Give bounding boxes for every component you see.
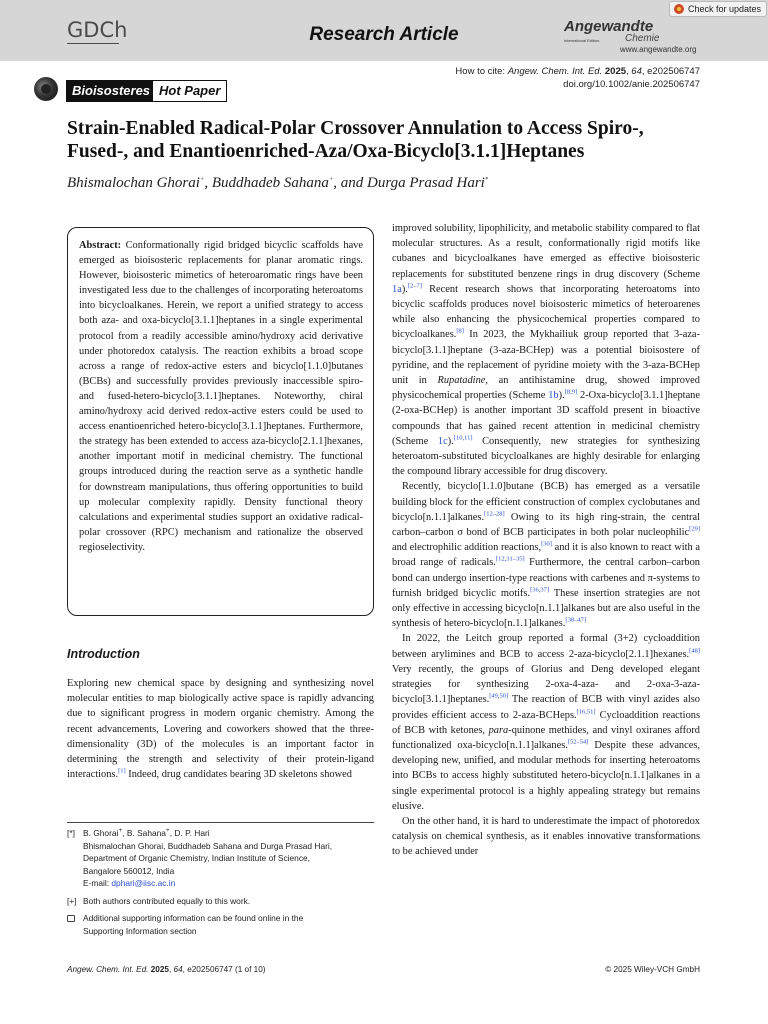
reference-link[interactable]: [38–47] xyxy=(565,616,587,624)
journal-logo[interactable]: Angewandte xyxy=(564,18,654,35)
reference-link[interactable]: [2–7] xyxy=(407,282,422,290)
right-column xyxy=(392,221,700,860)
citation-block xyxy=(455,65,700,91)
reference-link[interactable]: [36,37] xyxy=(530,586,550,594)
footer-copyright: © 2025 Wiley-VCH GmbH xyxy=(605,965,700,974)
supporting-info-icon xyxy=(67,915,75,922)
author-list: Bhismalochan Ghorai+, Buddhadeb Sahana+, and Durga Prasad Hari* xyxy=(67,175,489,191)
email-link[interactable]: dphari@iisc.ac.in xyxy=(111,878,176,889)
author-name[interactable]: Bhismalochan Ghorai xyxy=(67,175,200,191)
body-paragraph: In 2022, the Leitch group reported a formal (3+2) cycloaddition between arylimines and BCB to access 2-aza-bicyclo[2.1.1]hexanes.[48] Very recently, the groups of Glorius and Deng developed elegant strategies for synthesizing 2-oxa-4-aza- and 2-oxa-3-aza-bicyclo[3.1.1]heptanes.[49,50] The reaction of BCB with vinyl azides also provides efficient access to 2-aza-BCHeps.[16,51] Cycloaddition reactions of BCB with ketones, para-quinone methides, and vinyl oxiranes afford functionalized oxa-bicyclo[n.1.1]alkanes.[52–54] Despite these advances, developing new, unified, and modular methods for inserting heteroatoms into BCBs to access highly substituted hetero-bicyclo[n.1.1]alkanes in a single experimental protocol is a highly appealing strategy but remains elusive. xyxy=(392,633,701,812)
abstract-label: Abstract: xyxy=(79,240,122,251)
body-paragraph: improved solubility, lipophilicity, and metabolic stability compared to flat molecular structures. As a result, conformationally rigid motifs like cubanes and bicycloalkanes have emerged as effective bioisosteric replacements for substituted benzene rings in drug discovery (Scheme 1a).[2–7] Recent research shows that incorporating heteroatoms into bicyclic scaffolds produces novel bioisosteric mimetics of heteroarenes while also enhancing the physicochemical properties compared to bicycloalkanes.[8] In 2023, the Mykhailiuk group reported that 3-aza-bicyclo[3.1.1]heptane (3-aza-BCHep) was a potential bioisostere of pyridine, and the replacement of pyridine moiety with the 3-aza-BCHep unit in Rupatadine, an antihistamine drug, showed improved physicochemical properties (Scheme 1b).[8,9] 2-Oxa-bicyclo[3.1.1]heptane (2-oxa-BCHep) is another important 3D scaffold present in bioactive compounds that has gained recent attention in medicinal chemistry (Scheme 1c).[10,11] Consequently, new strategies for synthesizing heteroatom-substituted bicycloalkanes are highly desirable for enlarging the compound library accessible for drug discovery. xyxy=(392,223,701,478)
reference-link[interactable]: [12,31–35] xyxy=(495,556,525,563)
body-paragraph: Recently, bicyclo[1.1.0]butane (BCB) has emerged as a versatile building block for the efficient construction of complex cyclobutanes and bicyclo[n.1.1]alkanes.[12–28] Owing to its high ring-strain, the central carbon–carbon σ bond of BCB participates in both polar nucleophilic[29] and electrophilic addition reactions,[30] and it is also known to react with a broad range of radicals.[12,31–35] Furthermore, the central carbon–carbon bond can undergo insertion-type reactions with carbenes and π-systems to furnish bridged bicyclic motifs.[36,37] These insertion strategies are not only effective in accessing bicyclo[n.1.1]alkanes but are also useful in the synthesis of hetero-bicyclo[n.1.1]alkanes.[38–47] xyxy=(392,481,700,630)
introduction-heading: Introduction xyxy=(67,647,140,661)
author-name[interactable]: Durga Prasad Hari xyxy=(367,175,485,191)
scheme-link[interactable]: 1b xyxy=(548,390,559,402)
reference-link[interactable]: [48] xyxy=(689,647,700,655)
reference-link[interactable]: [10,11] xyxy=(453,434,473,442)
introduction-paragraph: Exploring new chemical space by designing and synthesizing novel molecular entities to map biologically active space is rapidly advancing due to significant progress in modern organic chemistry. Among the recent advancements, Lovering and coworkers showed that the three-dimensionality (3D) of the molecules is an important factor in determining the strength and selectivity of their protein-ligand interactions.[1] Indeed, drug candidates bearing 3D skeletons showed xyxy=(67,678,374,781)
footer-citation: Angew. Chem. Int. Ed. 2025, 64, e202506747 (1 of 10) xyxy=(67,965,266,974)
citation-article-no: , e202506747 xyxy=(641,66,700,77)
supporting-info-link[interactable]: Supporting Information section xyxy=(83,925,197,936)
reference-link[interactable]: [49,50] xyxy=(489,692,509,700)
footnote-names: B. Ghorai+, B. Sahana+, D. P. Hari xyxy=(83,827,210,838)
scheme-link[interactable]: 1a xyxy=(392,283,402,295)
equal-contribution-footnote: [+] Both authors contributed equally to this work. xyxy=(67,896,251,906)
abstract-text: Conformationally rigid bridged bicyclic scaffolds have emerged as bioisosteric replacements for planar aromatic rings. However, bioisosteric mimetics of heteroaromatic rings have been investigated less due to the challenges of incorporating heteroatoms into bicycloalkanes. Herein, we report a unified strategy to access both aza- and oxa-bicyclo[3.1.1]heptanes in a single experimental protocol from a readily accessible amino/hydroxy acid derivative under photoredox catalysis. The reaction exhibits a broad scope across a range of redox-active esters and bicyclo[1.1.0]butanes (BCBs) and successfully provides previously inaccessible spiro- and fused-hetero-bicyclo[3.1.1]heptanes. Noteworthy, chiral amino/hydroxy acid derived redox-active esters could be used to access enantioenriched hetero-bicyclo[3.1.1]heptanes. Furthermore, the strategy has been extended to access aza-bicyclo[2.1.1]hexanes, another important motif in medicinal chemistry. The functional groups introduced during the reaction serve as a synthetic handle for downstream manipulations, thus offering opportunities to build up molecular complexity rapidly. Density functional theory calculations and experimental studies support an oxidative radical-polar crossover (RPC) mechanism and rationalize the observed regioselectivity. xyxy=(79,240,363,553)
reference-link[interactable]: [1] xyxy=(118,767,126,775)
abstract-box xyxy=(67,227,374,616)
reference-link[interactable]: [12–28] xyxy=(484,510,505,518)
check-for-updates-label: Check for updates xyxy=(688,4,762,14)
scheme-link[interactable]: 1c xyxy=(437,435,448,447)
how-to-cite-line: How to cite: Angew. Chem. Int. Ed. 2025, 64, e202506747 xyxy=(455,66,700,77)
citation-journal: Angew. Chem. Int. Ed. xyxy=(507,66,603,77)
reference-link[interactable]: [8] xyxy=(456,327,464,335)
journal-logo-chemie: Chemie xyxy=(625,33,660,44)
gdch-logo[interactable]: GDCh xyxy=(67,18,128,42)
citation-year: 2025 xyxy=(604,66,627,77)
journal-url[interactable]: www.angewandte.org xyxy=(620,45,697,54)
section-label: Research Article xyxy=(309,24,459,45)
footnote-divider xyxy=(67,822,374,823)
citation-doi[interactable]: doi.org/10.1002/anie.202506747 xyxy=(563,79,700,90)
hot-paper-tag: Hot Paper xyxy=(152,80,227,102)
reference-link[interactable]: [16,51] xyxy=(576,708,596,716)
crossmark-icon xyxy=(674,4,684,14)
reference-link[interactable]: [30] xyxy=(541,540,552,548)
citation-volume: 64 xyxy=(631,66,642,77)
journal-logo-subtitle: International Edition xyxy=(564,38,600,43)
check-for-updates-button[interactable] xyxy=(669,1,767,17)
author-name[interactable]: Buddhadeb Sahana xyxy=(211,175,329,191)
reference-link[interactable]: [52–54] xyxy=(567,738,589,746)
supporting-info-footnote: Additional supporting information can be found online in the Supporting Information section xyxy=(67,912,374,940)
hot-paper-icon xyxy=(34,77,58,101)
reference-link[interactable]: [29] xyxy=(689,525,700,533)
reference-link[interactable]: [8,9] xyxy=(564,388,578,396)
article-title: Strain-Enabled Radical-Polar Crossover Annulation to Access Spiro-, Fused-, and Enantioenriched-Aza/Oxa-Bicyclo[3.1.1]Heptanes xyxy=(67,118,644,162)
affiliation-footnote: [*] B. Ghorai+, B. Sahana+, D. P. Hari Bhismalochan Ghorai, Buddhadeb Sahana and Durga Prasad Hari, Department of Organic Chemistry, Indian Institute of Science, Bangalore 560012, India E-mail: dphari@iisc.ac.in xyxy=(67,827,333,889)
category-tag: Bioisosteres xyxy=(66,80,156,102)
body-paragraph: On the other hand, it is hard to underestimate the impact of photoredox catalysis on chemical synthesis, as it enables innovative transformations to be achieved under xyxy=(392,815,700,858)
